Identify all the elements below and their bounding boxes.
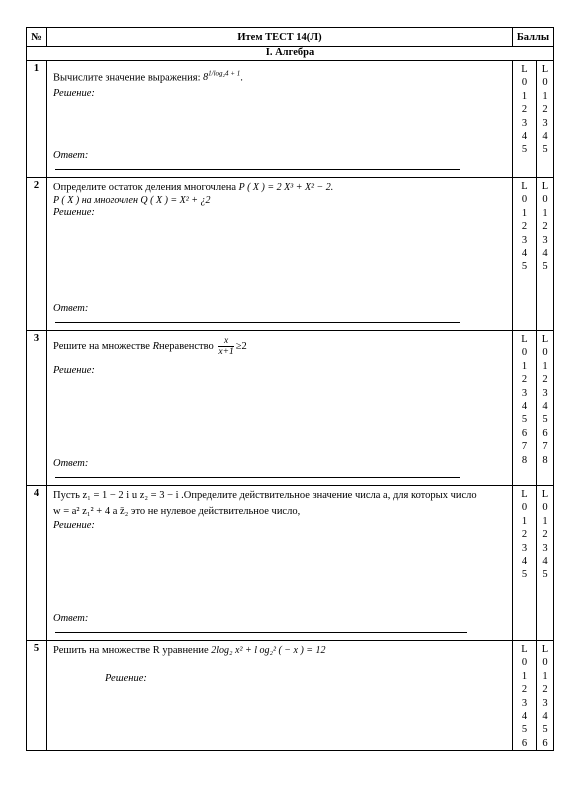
score-value: 5 [521, 414, 528, 426]
task-formula: $8^{1/log_24 + 1}$ [203, 70, 241, 84]
score-value: 5 [521, 261, 528, 273]
score-value: 4 [542, 711, 548, 723]
score-value: 5 [542, 724, 548, 736]
score-value: 4 [542, 131, 548, 143]
score-value: 0 [542, 657, 548, 669]
task-formula: 2log₂ x² + l og₂² ( − x ) = 12 [211, 645, 326, 656]
score-value: 2 [521, 104, 528, 116]
score-value: 0 [521, 347, 528, 359]
score-value: 6 [542, 737, 548, 749]
task-number: 4 [27, 486, 47, 641]
score-value: 2 [542, 374, 548, 386]
score-value: 3 [542, 117, 548, 129]
score-value: 0 [542, 347, 548, 359]
header-row [27, 28, 554, 47]
score-value: 1 [521, 670, 528, 682]
score-column-1 [512, 61, 536, 178]
score-value: 6 [521, 737, 528, 749]
score-value: L [541, 181, 549, 192]
header-score: Баллы [512, 28, 553, 47]
score-value: 1 [542, 670, 548, 682]
task-number: 1 [27, 61, 47, 178]
score-value: 2 [521, 529, 528, 541]
header-num: № [27, 28, 47, 47]
score-column-2 [536, 641, 553, 751]
score-value: 1 [542, 360, 548, 372]
score-value: 0 [521, 502, 528, 514]
score-value: 5 [542, 144, 548, 156]
score-value: L [521, 64, 528, 75]
task-cell [47, 178, 513, 331]
score-value: L [521, 181, 528, 192]
score-value: 7 [521, 441, 528, 453]
score-list [513, 333, 536, 467]
score-value: 5 [521, 569, 528, 581]
score-value: 7 [542, 441, 548, 453]
task-text: Решить на множестве R уравнение [53, 645, 209, 656]
section-row [27, 47, 554, 61]
score-value: 8 [542, 454, 548, 466]
task-text: Определите остаток деления многочлена [53, 182, 237, 193]
score-value: 3 [521, 117, 528, 129]
score-list [513, 643, 536, 750]
solution-label: Решение: [105, 673, 147, 684]
score-list [537, 488, 553, 582]
score-value: 4 [521, 711, 528, 723]
score-column-2 [536, 331, 553, 486]
task-text: Вычислите значение выражения: [53, 72, 201, 84]
solution-label: Решение: [53, 520, 95, 531]
score-value: 3 [521, 387, 528, 399]
score-column-1 [512, 641, 536, 751]
score-value: 1 [542, 207, 548, 219]
score-value: 1 [542, 90, 548, 102]
score-list [513, 488, 536, 582]
score-list [537, 63, 553, 157]
score-value: 5 [521, 144, 528, 156]
score-value: 1 [521, 90, 528, 102]
score-value: 1 [521, 360, 528, 372]
score-value: 4 [521, 131, 528, 143]
score-value: 3 [542, 234, 548, 246]
score-value: 2 [521, 374, 528, 386]
task-formula: P ( X ) = 2 X³ + X² − 2. [238, 182, 334, 193]
score-value: 0 [521, 657, 528, 669]
score-value: 5 [521, 724, 528, 736]
score-value: 3 [542, 697, 548, 709]
score-column-2 [536, 178, 553, 331]
score-value: 5 [542, 569, 548, 581]
task-row-5 [27, 641, 554, 751]
score-value: 2 [521, 684, 528, 696]
solution-label: Решение: [53, 207, 95, 218]
score-value: 6 [542, 427, 548, 439]
solution-label: Решение: [53, 365, 95, 376]
task-cell: Решите на множестве Rнеравенство $\frac{x}{x+1} \ge 2$ Решение: Ответ: [47, 331, 513, 486]
score-value: 1 [521, 515, 528, 527]
score-list [537, 643, 553, 750]
score-value: 3 [521, 697, 528, 709]
score-value: 2 [542, 221, 548, 233]
score-value: 8 [521, 454, 528, 466]
task-number: 5 [27, 641, 47, 751]
section-title: I. Алгебра [27, 47, 554, 61]
score-value: 3 [521, 234, 528, 246]
score-value: 0 [542, 194, 548, 206]
task-cell [47, 641, 513, 751]
answer-field[interactable]: Ответ: [53, 150, 493, 173]
task-line2: w = a² z₁² + 4 a z̄₂ это не нулевое действительное число, [53, 506, 301, 517]
solution-label: Решение: [53, 88, 95, 100]
score-value: 4 [542, 248, 548, 260]
score-value: L [521, 334, 528, 345]
header-item: Итем ТЕСТ 14(Л) [47, 28, 513, 47]
score-value: L [541, 489, 549, 500]
inequality-fraction: $\frac{x}{x+1}$ [218, 336, 234, 357]
score-column-1 [512, 486, 536, 641]
score-column-1 [512, 178, 536, 331]
task-row-4 [27, 486, 554, 641]
score-value: 2 [542, 104, 548, 116]
task-number: 3 [27, 331, 47, 486]
task-number: 2 [27, 178, 47, 331]
score-value: L [541, 334, 549, 345]
score-column-2 [536, 486, 553, 641]
score-value: 2 [542, 529, 548, 541]
answer-field[interactable]: Ответ: [53, 303, 493, 326]
answer-field[interactable]: Ответ: [53, 458, 493, 481]
task-text: Пусть z₁ = 1 − 2 i u z₂ = 3 − i .Определите действительное значение числа a, для которых число [53, 490, 477, 501]
score-value: 6 [521, 427, 528, 439]
score-value: 0 [521, 194, 528, 206]
task-cell: Вычислите значение выражения: $8^{1/log_24 + 1}$. Решение: Ответ: [47, 61, 513, 178]
score-value: 3 [542, 542, 548, 554]
score-value: 3 [521, 542, 528, 554]
score-value: 3 [542, 387, 548, 399]
score-value: 4 [542, 401, 548, 413]
score-value: 5 [542, 414, 548, 426]
task-row-3 [27, 331, 554, 486]
task-row-1 [27, 61, 554, 178]
score-column-1 [512, 331, 536, 486]
task-text: Решите на множестве [53, 340, 150, 352]
score-value: L [541, 64, 549, 75]
score-value: L [521, 489, 528, 500]
score-value: 2 [542, 684, 548, 696]
score-list [513, 63, 536, 157]
score-value: 0 [521, 77, 528, 89]
score-list [537, 333, 553, 467]
task-row-2 [27, 178, 554, 331]
score-list [537, 180, 553, 274]
score-value: 4 [521, 556, 528, 568]
score-value: 4 [521, 401, 528, 413]
score-value: L [521, 644, 528, 655]
score-value: 4 [542, 556, 548, 568]
score-value: 1 [542, 515, 548, 527]
score-column-2 [536, 61, 553, 178]
score-value: L [541, 644, 549, 655]
score-value: 0 [542, 77, 548, 89]
score-value: 5 [542, 261, 548, 273]
score-value: 0 [542, 502, 548, 514]
score-list [513, 180, 536, 274]
test-table [26, 27, 554, 751]
score-value: 4 [521, 248, 528, 260]
task-cell [47, 486, 513, 641]
score-value: 2 [521, 221, 528, 233]
task-line2: P ( X ) на многочлен Q ( X ) = X² + ¿2 [53, 195, 211, 206]
answer-field[interactable]: Ответ: [53, 613, 493, 636]
score-value: 1 [521, 207, 528, 219]
